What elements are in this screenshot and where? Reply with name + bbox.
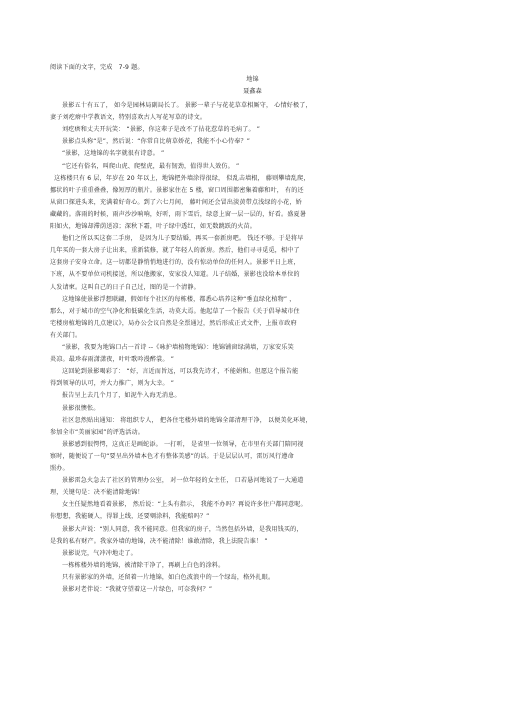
body-line: 景影很懊怅。: [62, 404, 100, 412]
body-line: 挪状的叶子重重叠叠，像短厚的瓶片。景影家住在 5 楼，窗口周围都密集着藤和叶， 有的还: [50, 186, 304, 194]
body-line: 那么，对于城市的空气净化和低碳化生活，功莫大焉。他起草了一个报告《关于倡导城市住: [50, 307, 300, 315]
body-line: 你想想，我能硬人，得罪上线，还要剜涂料，我能赔吗？”: [50, 513, 210, 521]
body-line: 得到领导的认可，并大力推广，则为大幸。 ”: [50, 380, 175, 388]
body-line: 从窗口探进头来，充满着好奇心。到了六七月间， 藤叶间还会冒出淡黄带点浅绿的小花，娇: [50, 198, 302, 206]
body-line: 妻子刘疙瘩中学教语文，特别喜欢古人写花写草的诗文。: [50, 114, 207, 122]
body-line: 景影对老伴说：“我就守望着这一片绿色，可奈我何？”: [62, 586, 213, 593]
body-line: 景影感到很愕愕，这真正是画蛇添。 一打听， 是省里一位领导，在市里有关部门陪同视: [62, 440, 304, 448]
body-line: “它还有俗名，叫爬山虎、爬壁虎，最有韧劲，值得世人效仿。 ”: [62, 162, 240, 170]
body-line: “景影，我要为地锦口占一首诗 --《咏护墙植物地锦》：地锦铺窗绿满墙，万家安乐笑: [62, 344, 294, 351]
body-line: 一栋栋楼外墙的地锦，被清除干净了，再刷上白色的涂料。: [62, 561, 225, 569]
body-line: 几年买的一套大房子让出来，重新装修，就了年轻人的新房。然后，他们寻寻觅觅，相中了: [50, 247, 300, 255]
body-line: 是我的私有财产。我家外墙的地锦，决不能清除！谁敢清除，我上法院告谁！ ”: [50, 537, 268, 545]
body-line: 景影雷急火急去了社区的管理办公室， 对一位年轻的女主任， 口若悬河地说了一大通道: [62, 477, 304, 485]
article-author: 聂鑫森: [243, 88, 262, 95]
body-line: 这套房子安身立命。这一切都是静悄悄地进行的，没有惊动单位的任何人。景影平日上班，: [50, 259, 300, 267]
body-line: 景影大声说：“别人同意，我不能同意。但我家的房子，当然包括外墙，是我用钱买的，: [62, 525, 303, 533]
body-line: 宅楼房植地锦的几点建议》，局办公会议自然是全票通过，然后形成正式文件，上报市政府: [50, 319, 297, 327]
body-line: 他们之所以买这套二手房， 是因为儿子要结婚，再买一套新房吧。 钱还不够。于是将早: [62, 235, 304, 243]
body-line: 景影五十有五了， 如今是园林局副局长了。 景影一辈子与花花草草相厮守， 心情好极了，: [62, 102, 312, 109]
body-line: 这回轮到景影喝彩了： “好，言近而旨远，可以我先诗才，不能娟和。但愿这个报告能: [62, 368, 299, 376]
body-line: 女主任疑然地看着景影， 然后说：“上头有指示， 我能不办吗？再说许多住户都同意呢。: [62, 501, 307, 509]
article-title: 地锦: [246, 76, 259, 83]
body-line: 藏藏的。落雨的时候，雨声沙沙响响，好听，雨下雪后，绿意上窗一层一层的，好看。盛夏暑: [50, 210, 306, 218]
body-line: 有关部门。: [50, 331, 82, 339]
body-line: 炎凉。最珍春雨潇潇夜，叶叶歌吟漫醉裳。 ”: [50, 356, 175, 364]
body-line: 这地锦使景影浮想联翩，假如每个社区的每栋楼，都悉心培养这种“垂直绿化植物” ，: [62, 295, 296, 303]
body-line: 照办。: [50, 465, 69, 472]
body-line: 社区忽然贴出通知： 将组织专人， 把各住宅楼外墙的地锦全部清理干净， 以便美化环境，: [62, 416, 312, 424]
body-line: 只有景影家的外墙，还留着一片地锦，如白色波浪中的一个绿岛，格外扎眼。: [62, 573, 275, 581]
body-line: 报告呈上去几个月了，如泥牛入海无消息。: [62, 392, 181, 400]
body-line: 刘疙瘩和丈夫开玩笑： “景影，你这辈子是改不了拈花惹草的毛病了。 ”: [62, 126, 261, 134]
body-line: 阳如火，地锦却滞荫送凉；深秋下霜，叶子绿中透红，如无数跳跃的火苗。: [50, 223, 257, 230]
body-line: 下班，从不要单位司机接送，所以他搬家，安家没人知道。儿子结婚，景影也没给本单位的: [50, 271, 300, 279]
body-line: 景影点头称“是”，然后说：“你常自比萌草娇花，我能不小心侍奉？”: [62, 138, 251, 146]
instruction-text: 阅读下面的文字，完成 7-9 题。: [50, 64, 144, 71]
body-line: “景影，这地锦的名字就很有诗意。 ”: [62, 150, 165, 158]
body-line: 这栋楼只有 6 层，年岁在 20 年以上，地锦把外墙涂得很绿， 似乱击墙根， 藤则攀墙乱爬，: [54, 174, 310, 182]
body-line: 景影说完，气冲冲地走了。: [62, 549, 137, 557]
body-line: 人发请柬。这叫自己的日子自己过，图的是一个清静。: [50, 283, 200, 291]
body-line: 理，关键句是：决不能清除地锦！: [50, 489, 144, 497]
body-line: 参加全市“美丽家园”的评选活动。: [50, 428, 145, 436]
body-line: 察时，随便说了一句“要呈出外墙本色才有整体美感”的话。于是层层认可，雷厉风行遵命: [50, 452, 294, 460]
